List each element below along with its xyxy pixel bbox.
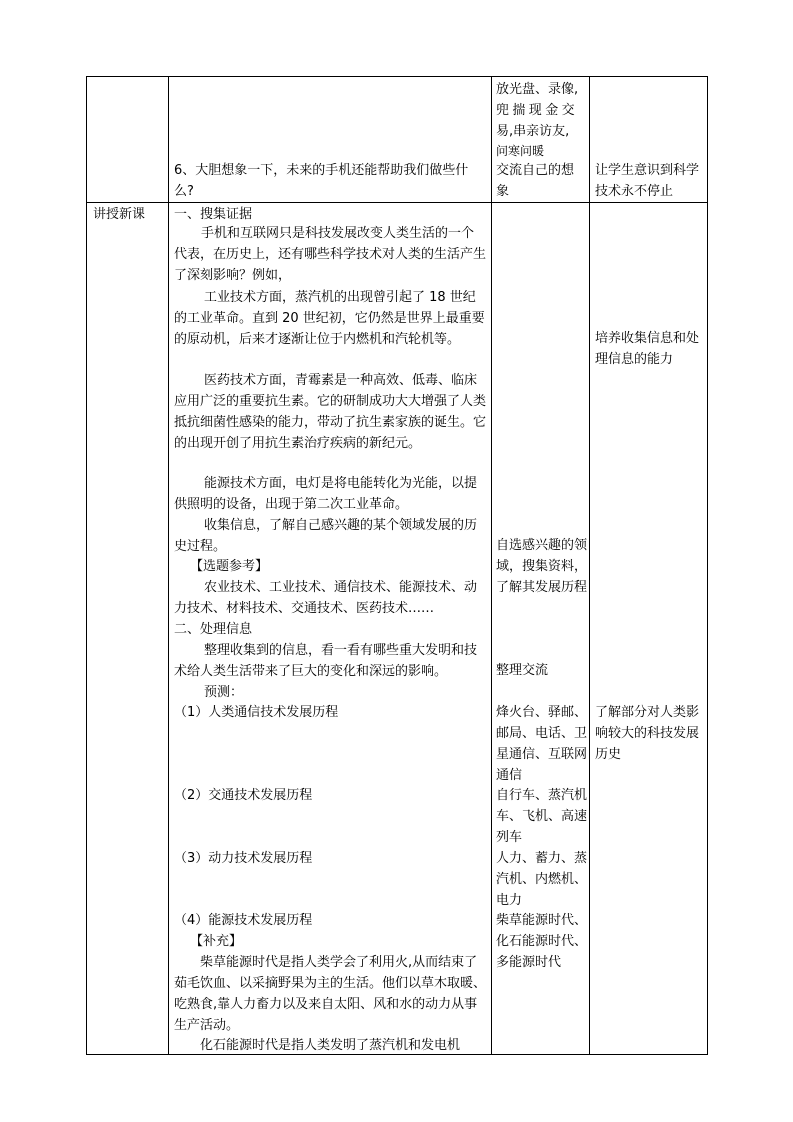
column-divider [589,76,590,1055]
student-activity-collect: 自选感兴趣的领域，搜集资料，了解其发展历程 [496,538,588,595]
student-answer-energy: 柴草能源时代、化石能源时代、多能源时代 [496,913,588,970]
section-title-process: 二、处理信息 [174,622,253,637]
column-divider [168,76,169,1055]
item-power: （3）动力技术发展历程 [174,851,313,866]
top-student-line-3: 易,串亲访友, [496,124,570,139]
paragraph-task: 收集信息，了解自己感兴趣的某个领域发展的历史过程。 [174,518,478,554]
row-divider [86,202,708,203]
predict-label: 预测： [204,685,244,700]
student-answer-power: 人力、蓄力、蒸汽机、内燃机、电力 [496,851,588,908]
intent-tech-history: 了解部分对人类影响较大的科技发展历史 [595,705,700,762]
item-transport: （2）交通技术发展历程 [174,788,313,803]
item-communication: （1）人类通信技术发展历程 [174,705,339,720]
table-left-border [86,76,87,1055]
paragraph-industry: 工业技术方面，蒸汽机的出现曾引起了 18 世纪的工业革命。直到 20 世纪初，它仍然是世界上最重要的原动机，后来才逐渐让位于内燃机和汽轮机等。 [174,290,485,347]
intent-information-skills: 培养收集信息和处理信息的能力 [595,331,700,367]
table-bottom-border [86,1054,708,1055]
paragraph-medicine: 医药技术方面，青霉素是一种高效、低毒、临床应用广泛的重要抗生素。它的研制成功大大增强了人类抵抗细菌性感染的能力，带动了抗生素家族的诞生。它的出现开创了用抗生素治疗疾病的新纪元。 [174,373,487,451]
top-student-line-1: 放光盘、录像, [496,82,579,97]
supplement-title: 【补充】 [190,934,243,949]
student-answer-transport: 自行车、蒸汽机车、飞机、高速列车 [496,788,588,845]
paragraph-intro: 手机和互联网只是科技发展改变人类生活的一个代表，在历史上，还有哪些科学技术对人类的生活产生了深刻影响？例如， [174,226,487,283]
column-divider [491,76,492,1055]
supplement-firewood: 柴草能源时代是指人类学会了利用火,从而结束了茹毛饮血、以采摘野果为主的生活。他们以草木取暖、吃熟食,靠人力畜力以及来自太阳、风和水的动力从事生产活动。 [174,955,487,1033]
paragraph-energy: 能源技术方面，电灯是将电能转化为光能，以提供照明的设备，出现于第二次工业革命。 [174,476,478,512]
topic-reference-list: 农业技术、工业技术、通信技术、能源技术、动力技术、材料技术、交通技术、医药技术…… [174,580,478,616]
table-top-border [86,76,708,77]
table-right-border [707,76,708,1055]
item-energy: （4）能源技术发展历程 [174,913,313,928]
top-student-line-4: 问寒问暖 [496,144,545,158]
student-activity-organize: 整理交流 [496,663,549,678]
top-student-line-2: 兜揣现金交 [496,103,579,118]
paragraph-organize: 整理收集到的信息，看一看有哪些重大发明和技术给人类生活带来了巨大的变化和深远的影响。 [174,643,478,679]
top-intent: 让学生意识到科学技术永不停止 [595,163,700,199]
stage-label: 讲授新课 [93,207,146,222]
top-content-question: 6、大胆想象一下，未来的手机还能帮助我们做些什么? [174,163,469,199]
supplement-fossil: 化石能源时代是指人类发明了蒸汽机和发电机 [200,1038,461,1053]
topic-reference-title: 【选题参考】 [190,559,269,574]
top-student-line-5: 交流自己的想 [496,163,575,178]
top-student-line-6: 象 [496,184,510,199]
student-answer-communication: 烽火台、驿邮、邮局、电话、卫星通信、互联网通信 [496,705,588,783]
section-title-collect: 一、搜集证据 [174,207,253,222]
